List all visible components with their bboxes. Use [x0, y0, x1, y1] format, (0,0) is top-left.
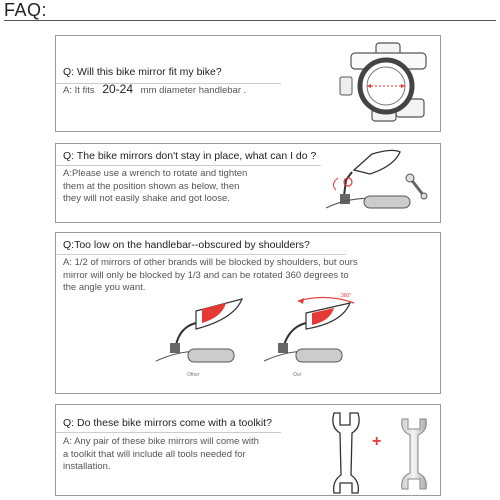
question-divider	[56, 254, 346, 255]
spanner-icon	[398, 417, 430, 491]
answer-line: them at the position shown as below, then	[63, 180, 240, 192]
plus-icon: +	[372, 433, 382, 450]
answer-prefix: A: It fits	[63, 85, 95, 96]
caption-our: Our	[293, 372, 302, 378]
other-mirror-illustration	[156, 299, 246, 369]
answer-line: mirror will only be blocked by 1/3 and can be rotated 360 degrees to	[63, 269, 349, 281]
faq-question-tighten: Q: The bike mirrors don't stay in place, what can I do ?	[63, 150, 317, 162]
faq-question-fit: Q: Will this bike mirror fit my bike?	[63, 66, 222, 78]
our-mirror-illustration	[264, 299, 354, 369]
answer-line: the angle you want.	[63, 282, 146, 293]
heading-divider	[4, 20, 496, 21]
faq-card-tighten	[55, 143, 441, 223]
answer-line: installation.	[63, 461, 111, 472]
handlebar-size: 20-24	[102, 82, 134, 96]
faq-question-toolkit: Q: Do these bike mirrors come with a toolkit?	[63, 417, 272, 429]
answer-line: they will not easily shake and got loose.	[63, 193, 230, 204]
faq-answer-fit	[63, 83, 246, 98]
faq-card-fit	[55, 35, 441, 132]
faq-answer-tighten	[63, 168, 247, 206]
faq-card-toolkit	[55, 404, 441, 496]
faq-card-position	[55, 232, 441, 394]
answer-suffix: mm diameter handlebar .	[140, 85, 247, 96]
answer-line: A:Please use a wrench to rotate and tighten	[63, 168, 248, 179]
answer-line: A: Any pair of these bike mirrors will come with	[63, 436, 259, 447]
answer-line: A: 1/2 of mirrors of other brands will be blocked by shoulders, but ours	[63, 257, 358, 268]
faq-answer-position	[63, 257, 358, 295]
answer-line: a toolkit that will include all tools needed for	[63, 448, 246, 460]
mirror-wrench-illustration	[324, 148, 439, 220]
question-divider	[56, 432, 281, 433]
caption-other: Other	[187, 372, 200, 378]
handlebar-clamp-illustration	[336, 41, 436, 129]
question-divider	[56, 165, 321, 166]
wrench-icon	[328, 411, 364, 495]
faq-answer-toolkit	[63, 436, 259, 474]
faq-question-position: Q:Too low on the handlebar--obscured by shoulders?	[63, 239, 310, 251]
faq-heading: FAQ:	[4, 0, 48, 20]
rotation-label: 360°	[341, 293, 352, 299]
